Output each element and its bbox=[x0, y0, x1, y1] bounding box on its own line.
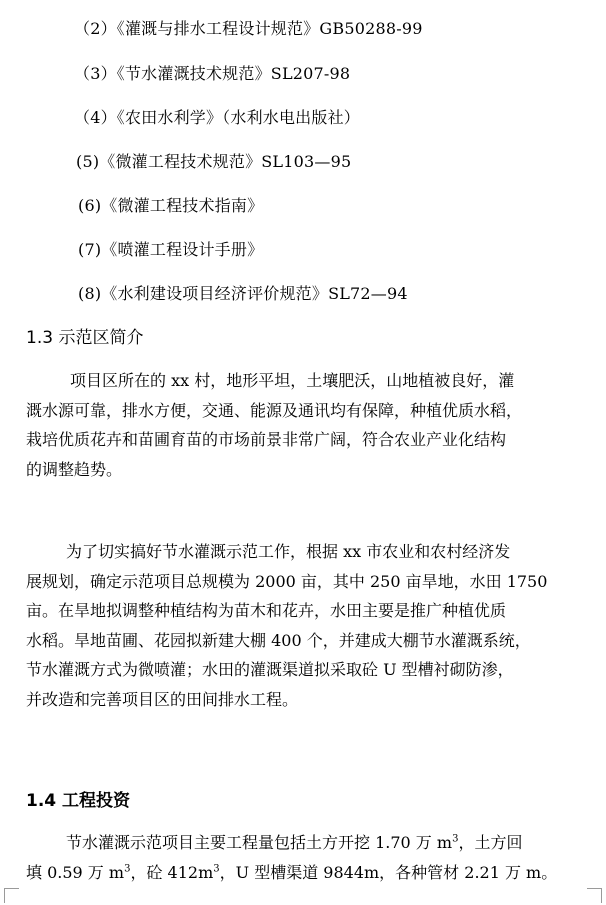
text-run: 节水灌溉示范项目主要工程量包括土方开挖 1.70 万 m bbox=[66, 833, 453, 852]
paragraph-line: 为了切实搞好节水灌溉示范工作，根据 xx 市农业和农村经济发 bbox=[66, 542, 511, 561]
superscript: 3 bbox=[124, 863, 131, 875]
reference-item-6: (6)《微灌工程技术指南》 bbox=[78, 196, 264, 215]
text-run: ，U 型槽渠道 9844m，各种管材 2.21 万 m。 bbox=[219, 862, 558, 882]
section-heading-1-4: 1.4 工程投资 bbox=[26, 791, 131, 811]
paragraph-investment bbox=[26, 828, 586, 887]
section-heading-1-3: 1.3 示范区简介 bbox=[26, 328, 144, 348]
page-corner-mark-left bbox=[4, 888, 19, 903]
text-run: ，砼 412m bbox=[130, 862, 214, 882]
paragraph-line bbox=[26, 828, 586, 858]
paragraph-project-area bbox=[26, 366, 586, 484]
superscript: 3 bbox=[452, 833, 459, 845]
paragraph-demo-scale bbox=[26, 537, 586, 715]
paragraph-line bbox=[26, 858, 586, 888]
reference-item-2: （2）《灌溉与排水工程设计规范》GB50288-99 bbox=[74, 19, 423, 38]
superscript: 3 bbox=[213, 863, 220, 875]
reference-item-4: （4）《农田水利学》（水利水电出版社） bbox=[74, 108, 360, 127]
paragraph-line: 节水灌溉方式为微喷灌；水田的灌溉渠道拟采取砼 U 型槽衬砌防渗， bbox=[26, 660, 514, 680]
reference-item-8: (8)《水利建设项目经济评价规范》SL72—94 bbox=[78, 284, 408, 303]
paragraph-line: 并改造和完善项目区的田间排水工程。 bbox=[26, 689, 299, 709]
reference-item-3: （3）《节水灌溉技术规范》SL207-98 bbox=[74, 64, 351, 83]
paragraph-line: 溉水源可靠，排水方便，交通、能源及通讯均有保障，种植优质水稻， bbox=[26, 400, 523, 420]
paragraph-line: 栽培优质花卉和苗圃育苗的市场前景非常广阔，符合农业产业化结构 bbox=[26, 430, 507, 450]
paragraph-line: 亩。在旱地拟调整种植结构为苗木和花卉，水田主要是推广种植优质 bbox=[26, 601, 507, 621]
paragraph-line: 的调整趋势。 bbox=[26, 459, 123, 479]
reference-item-5: (5)《微灌工程技术规范》SL103—95 bbox=[76, 152, 352, 171]
paragraph-line: 水稻。旱地苗圃、花园拟新建大棚 400 个，并建成大棚节水灌溉系统， bbox=[26, 630, 531, 650]
reference-item-7: (7)《喷灌工程设计手册》 bbox=[78, 240, 264, 259]
paragraph-line: 展规划，确定示范项目总规模为 2000 亩，其中 250 亩旱地，水田 1750 bbox=[26, 571, 548, 591]
text-run: 填 0.59 万 m bbox=[26, 862, 125, 882]
page-corner-mark-right bbox=[587, 888, 602, 903]
text-run: ，土方回 bbox=[458, 833, 523, 852]
paragraph-line: 项目区所在的 xx 村，地形平坦，土壤肥沃，山地植被良好，灌 bbox=[70, 371, 515, 390]
